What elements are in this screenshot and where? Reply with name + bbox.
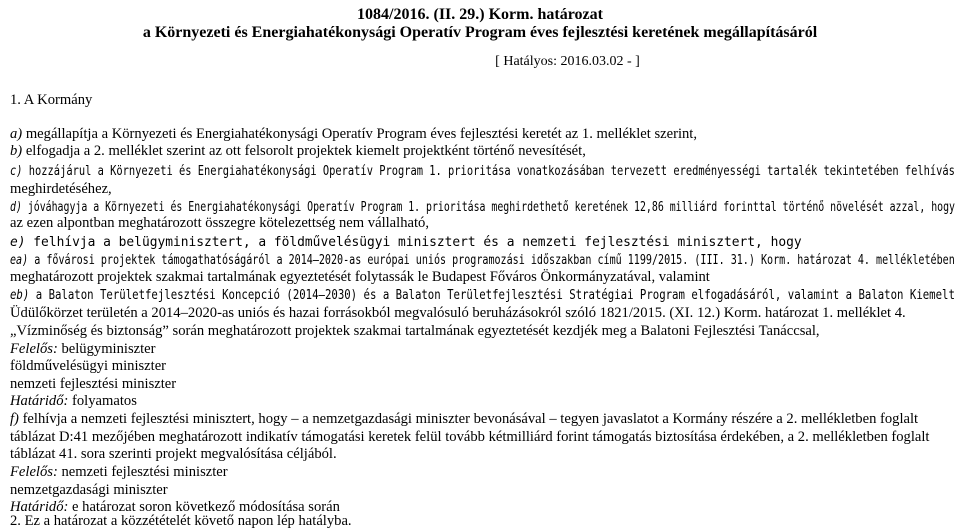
text-line: a) megállapítja a Környezeti és Energiahatékonysági Operatív Program éves fejlesztési keretét az 1. melléklet szerint, bbox=[10, 126, 697, 142]
text-line: táblázat D:41 mezőjében meghatározott indikatív támogatási keretek felül tovább kétmilliárd forint támogatás biztosítása érdekében, a 2. mellékletben foglalt bbox=[10, 429, 930, 445]
text-line: f) felhívja a nemzeti fejlesztési minisztert, hogy – a nemzetgazdasági miniszter bevonásával – tegyen javaslatot a Kormány részére a 2. mellékletben foglalt bbox=[10, 411, 919, 427]
effective-date: [ Hatályos: 2016.03.02 - ] bbox=[495, 54, 640, 69]
text-line: táblázat 41. sora szerinti projekt megvalósítása céljából. bbox=[10, 446, 337, 462]
text-line: Üdülőkörzet területén a 2014–2020-as uniós és hazai forrásokból megvalósuló beruházásokról szóló 1821/2015. (XI. 12.) Korm. határozat 1. melléklet 4. bbox=[10, 305, 906, 321]
text-line: az ezen alpontban meghatározott összegre kötelezettség nem vállalható, bbox=[10, 215, 429, 231]
text-line: Határidő: e határozat soron következő módosítása során bbox=[10, 499, 340, 515]
resolution-number: 1084/2016. (II. 29.) Korm. határozat bbox=[357, 6, 603, 23]
text-line: 2. Ez a határozat a közzétételét követő napon lép hatályba. bbox=[10, 513, 352, 529]
resolution-title: a Környezeti és Energiahatékonysági Operatív Program éves fejlesztési keretének megállapításáról bbox=[142, 24, 818, 41]
text-line: meghatározott projektek szakmai tartalmának egyeztetését folytassák le Budapest Főváros Önkormányzatával, valamint bbox=[10, 269, 710, 285]
text-line: földművelésügyi miniszter bbox=[10, 358, 167, 374]
text-line: b) elfogadja a 2. melléklet szerint az ott felsorolt projektek kiemelt projektként történő nevesítését, bbox=[10, 143, 586, 159]
text-line: nemzetgazdasági miniszter bbox=[10, 482, 168, 498]
text-line: d) jóváhagyja a Környezeti és Energiahatékonysági Operatív Program 1. prioritása meghirdethető keretének 12,86 milliárd forinttal történő növelését azzal, hogy bbox=[10, 200, 955, 215]
text-line: meghirdetéséhez, bbox=[10, 181, 112, 197]
text-line: e) felhívja a belügyminisztert, a földművelésügyi minisztert és a nemzeti fejlesztési minisztert, hogy bbox=[10, 235, 802, 250]
text-line: ea) a fővárosi projektek támogathatóságáról a 2014–2020-as európai uniós programozási időszakban című 1199/2015. (III. 31.) Korm. határozat 4. mellékletében bbox=[10, 253, 955, 268]
text-line: „Vízminőség és biztonság” során meghatározott projektek szakmai tartalmának egyeztetését kezdjék meg a Balatoni Fejlesztési Tanáccsal, bbox=[10, 323, 820, 339]
text-line: eb) a Balaton Területfejlesztési Koncepció (2014–2030) és a Balaton Területfejlesztési Stratégiai Program elfogadásáról, valamint a Balaton Kiemelt bbox=[10, 288, 955, 303]
text-line: Felelős: nemzeti fejlesztési miniszter bbox=[10, 464, 228, 480]
text-line: 1. A Kormány bbox=[10, 92, 93, 108]
text-line: Felelős: belügyminiszter bbox=[10, 341, 156, 357]
text-line: Határidő: folyamatos bbox=[10, 393, 137, 409]
text-line: nemzeti fejlesztési miniszter bbox=[10, 376, 177, 392]
text-line: c) hozzájárul a Környezeti és Energiahatékonysági Operatív Program 1. prioritása vonatkozásában tervezett eredményességi tartalék tekintetében felhívás bbox=[10, 164, 955, 179]
